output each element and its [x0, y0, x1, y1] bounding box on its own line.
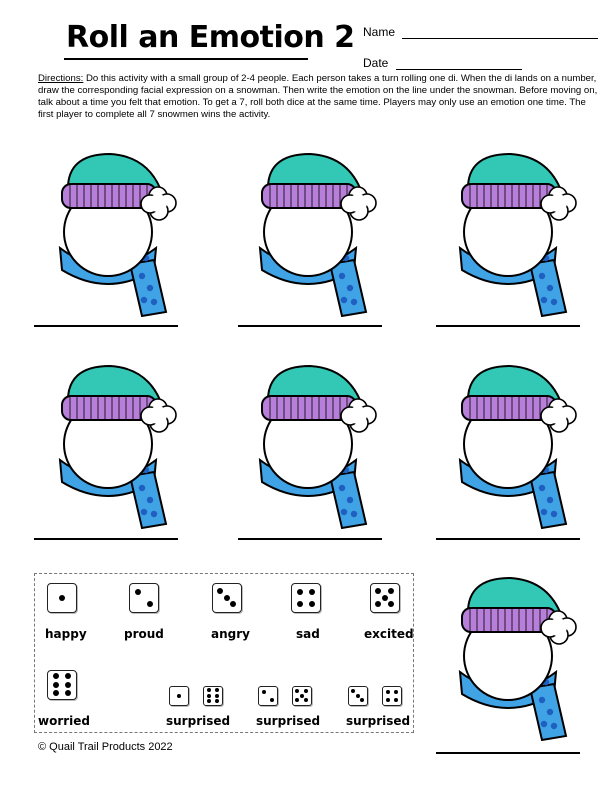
die-pip: [304, 698, 308, 702]
die-pip: [65, 673, 71, 679]
die-face-3: [212, 583, 242, 613]
die-pip: [386, 690, 390, 694]
die-face-5: [292, 686, 312, 706]
die-pip: [309, 601, 315, 607]
die-face-5: [370, 583, 400, 613]
die-pip: [375, 601, 381, 607]
die-pip: [270, 698, 274, 702]
answer-line[interactable]: [238, 538, 382, 540]
date-field: [363, 56, 522, 70]
die-pip: [215, 688, 219, 692]
worksheet-title: Roll an Emotion 2: [66, 20, 355, 55]
die-pip: [356, 694, 360, 698]
die-pip: [207, 688, 211, 692]
die-pip: [295, 698, 299, 702]
answer-line[interactable]: [238, 325, 382, 327]
emotion-label: proud: [124, 627, 164, 641]
die-face-3: [348, 686, 368, 706]
emotion-label: sad: [296, 627, 320, 641]
die-pip: [53, 682, 59, 688]
snowman: [438, 148, 578, 318]
die-pip: [53, 673, 59, 679]
emotion-label: surprised: [346, 714, 411, 728]
copyright: © Quail Trail Products 2022: [38, 741, 173, 753]
die-pip: [177, 694, 181, 698]
emotion-label: surprised: [256, 714, 321, 728]
die-pip: [388, 601, 394, 607]
die-pip: [360, 698, 364, 702]
die-pip: [295, 689, 299, 693]
snowman: [438, 360, 578, 530]
die-pip: [382, 595, 388, 601]
snowman: [38, 148, 178, 318]
die-pip: [394, 690, 398, 694]
die-pip: [217, 588, 223, 594]
name-field: [363, 25, 598, 39]
die-face-6: [47, 670, 77, 700]
die-face-6: [203, 686, 223, 706]
die-pip: [386, 698, 390, 702]
emotion-label: angry: [211, 627, 250, 641]
die-pip: [309, 589, 315, 595]
die-pip: [215, 694, 219, 698]
snowman: [38, 360, 178, 530]
answer-line[interactable]: [34, 538, 178, 540]
die-pip: [215, 699, 219, 703]
name-input-line[interactable]: [402, 26, 598, 39]
name-label: Name: [363, 25, 396, 39]
die-pip: [297, 589, 303, 595]
die-face-2: [258, 686, 278, 706]
emotion-label: happy: [45, 627, 87, 641]
die-pip: [53, 690, 59, 696]
date-input-line[interactable]: [396, 57, 522, 70]
emotion-label: excited: [364, 627, 414, 641]
die-pip: [59, 595, 65, 601]
snowman: [238, 360, 378, 530]
date-label: Date: [363, 56, 389, 70]
answer-line[interactable]: [34, 325, 178, 327]
die-pip: [300, 694, 304, 698]
answer-line[interactable]: [436, 325, 580, 327]
snowman: [438, 572, 578, 742]
directions-body: Do this activity with a small group of 2-4 people. Each person takes a turn rolling one di. When the di lands on a number, draw the corresponding facial expression on a snowman. Then write the emotion on the line under the snowman. Before moving on, talk about a time you felt that emotion. To get a 7, roll both dice at the same time. Players may only use an emotion one time. The first player to complete all 7 snowmen wins the activity.: [38, 73, 598, 120]
die-face-4: [291, 583, 321, 613]
directions-label: Directions:: [38, 73, 84, 84]
die-pip: [375, 588, 381, 594]
die-face-2: [129, 583, 159, 613]
die-pip: [351, 689, 355, 693]
answer-line[interactable]: [436, 752, 580, 754]
title-underline: [64, 58, 308, 60]
die-pip: [135, 589, 141, 595]
die-pip: [230, 601, 236, 607]
answer-line[interactable]: [436, 538, 580, 540]
die-pip: [304, 689, 308, 693]
die-face-1: [169, 686, 189, 706]
emotion-label: surprised: [166, 714, 231, 728]
die-pip: [262, 690, 266, 694]
die-pip: [388, 588, 394, 594]
snowman: [238, 148, 378, 318]
die-pip: [147, 601, 153, 607]
emotion-label: worried: [38, 714, 91, 728]
die-pip: [65, 690, 71, 696]
directions-text: [38, 73, 598, 121]
die-pip: [207, 699, 211, 703]
die-pip: [65, 682, 71, 688]
die-face-4: [382, 686, 402, 706]
die-pip: [224, 595, 230, 601]
die-face-1: [47, 583, 77, 613]
die-pip: [207, 694, 211, 698]
die-pip: [297, 601, 303, 607]
die-pip: [394, 698, 398, 702]
